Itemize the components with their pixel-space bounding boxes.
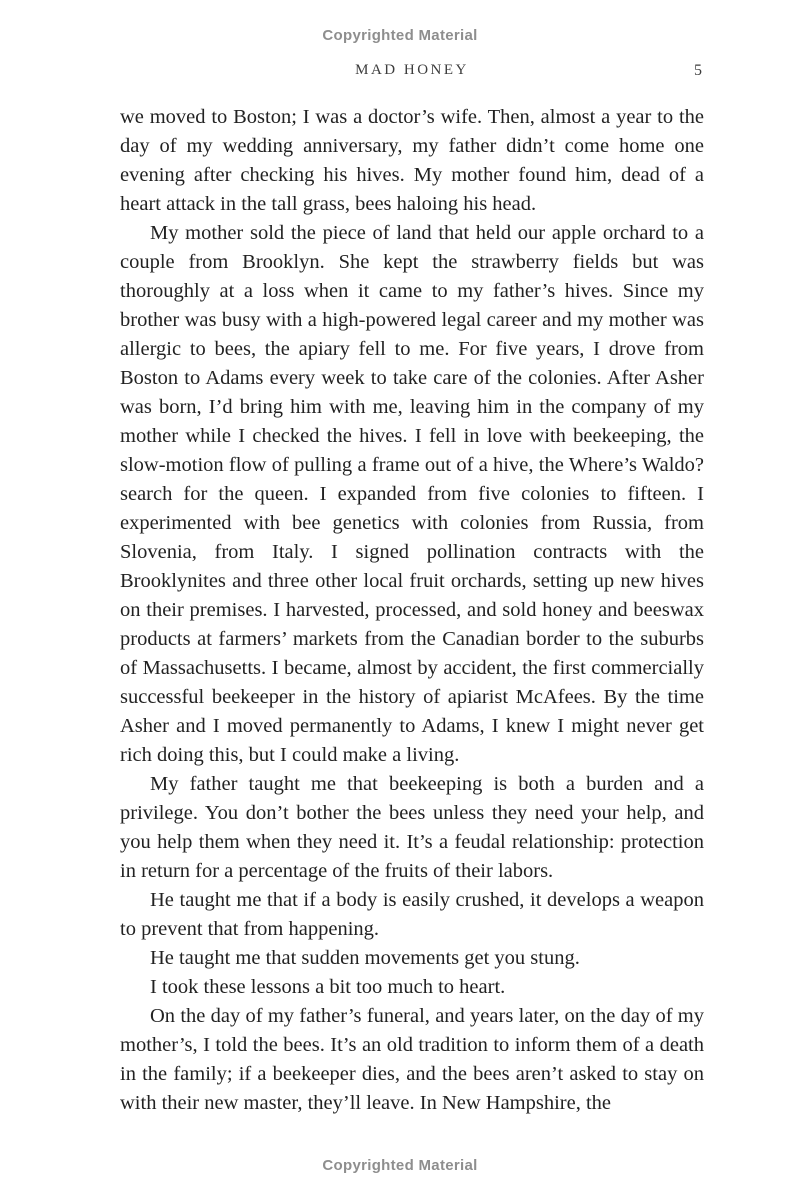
paragraph: My mother sold the piece of land that held our apple orchard to a couple from Brooklyn. She kept the strawberry fields but was thoroughly at a loss when it came to my father’s hives. Since my brother was busy with a high-powered legal career and my mother was allergic to bees, the apiary fell to me. For five years, I drove from Boston to Adams every week to take care of the colonies. After Asher was born, I’d bring him with me, leaving him in the company of my mother while I checked the hives. I fell in love with beekeeping, the slow-motion flow of pulling a frame out of a hive, the Where’s Waldo? search for the queen. I expanded from five colonies to fifteen. I experimented with bee genetics with colonies from Russia, from Slovenia, from Italy. I signed pollination contracts with the Brooklynites and three other local fruit orchards, setting up new hives on their premises. I harvested, processed, and sold honey and beeswax products at farmers’ markets from the Canadian border to the suburbs of Massachusetts. I became, almost by accident, the first commercially successful beekeeper in the history of apiarist McAfees. By the time Asher and I moved permanently to Adams, I knew I might never get rich doing this, but I could make a living.	[120, 222, 704, 766]
running-head-title: MAD HONEY	[355, 62, 469, 78]
paragraph: we moved to Boston; I was a doctor’s wife. Then, almost a year to the day of my wedding anniversary, my father didn’t come home one evening after checking his hives. My mother found him, dead of a heart attack in the tall grass, bees haloing his head.	[120, 106, 704, 215]
paragraph: On the day of my father’s funeral, and years later, on the day of my mother’s, I told the bees. It’s an old tradition to inform them of a death in the family; if a beekeeper dies, and the bees aren’t asked to stay on with their new master, they’ll leave. In New Hampshire, the	[120, 1005, 704, 1114]
copyright-notice-top: Copyrighted Material	[322, 27, 478, 44]
copyright-notice-bottom: Copyrighted Material	[322, 1157, 478, 1174]
paragraph: My father taught me that beekeeping is both a burden and a privilege. You don’t bother the bees unless they need your help, and you help them when they need it. It’s a feudal relationship: protection in return for a percentage of the fruits of their labors.	[120, 773, 704, 882]
paragraph: He taught me that sudden movements get you stung.	[150, 947, 580, 969]
page-header	[120, 62, 704, 84]
paragraph: I took these lessons a bit too much to heart.	[150, 976, 506, 998]
body-text	[120, 103, 704, 1143]
paragraph: He taught me that if a body is easily crushed, it develops a weapon to prevent that from happening.	[120, 889, 704, 940]
page-number: 5	[694, 62, 702, 79]
